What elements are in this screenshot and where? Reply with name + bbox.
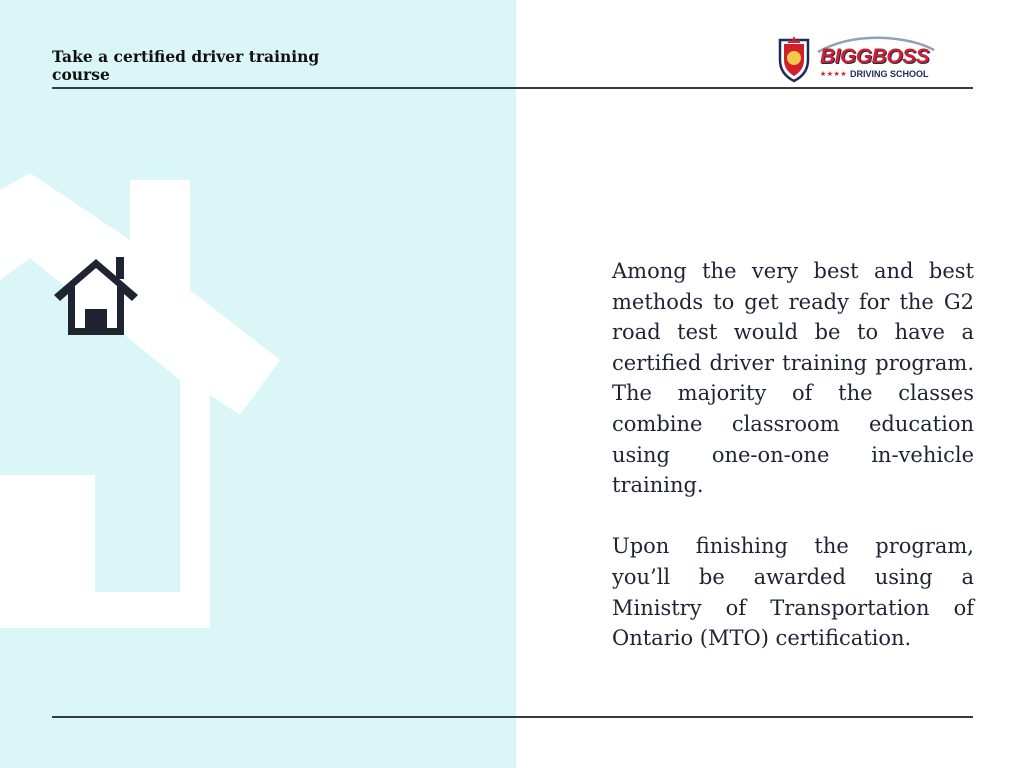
body-text	[612, 256, 974, 684]
paragraph-1: Among the very best and best methods to get ready for the G2 road test would be to have a certified driver training program. The majority of the classes combine classroom education using one-on-one in-vehicle training.	[612, 259, 974, 498]
crest-icon	[774, 34, 814, 84]
logo-stars: ★★★★	[820, 70, 848, 78]
home-icon	[52, 255, 140, 337]
logo-brand: BIGGBOSS	[820, 45, 930, 68]
page-title: Take a certified driver training course	[52, 47, 320, 84]
paragraph-2: Upon finishing the program, you’ll be awarded using a Ministry of Transportation of Ontario (MTO) certification.	[612, 534, 974, 651]
logo-subtitle: DRIVING SCHOOL	[850, 69, 929, 79]
logo	[774, 34, 934, 86]
bottom-divider	[52, 716, 973, 718]
top-divider	[52, 87, 973, 89]
